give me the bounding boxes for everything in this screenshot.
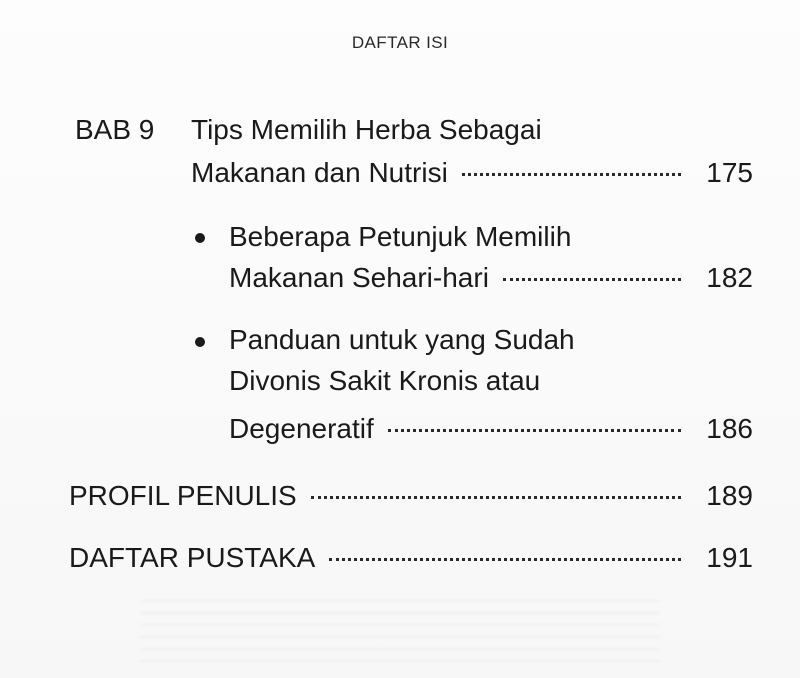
- subsection-2-line-3: Degeneratif: [229, 413, 374, 444]
- subsection-2-line-2: Divonis Sakit Kronis atau: [229, 365, 541, 396]
- bullet-icon: [195, 233, 205, 243]
- entry-page-number: 191: [706, 542, 753, 573]
- chapter-toc-row: [191, 156, 753, 190]
- entry-title: DAFTAR PUSTAKA: [69, 542, 316, 573]
- subsection-1-line-2: Makanan Sehari-hari: [229, 262, 489, 293]
- leader-dots: [462, 173, 681, 176]
- subsection-2-page-number: 186: [706, 413, 753, 444]
- entry-title: PROFIL PENULIS: [69, 480, 297, 511]
- subsection-1-page-number: 182: [706, 262, 753, 293]
- toc-entry-profil-penulis: [69, 479, 753, 513]
- toc-entry-daftar-pustaka: [69, 541, 753, 575]
- subsection-1-toc-row: [229, 261, 753, 295]
- chapter-label: BAB 9: [75, 114, 155, 145]
- leader-dots: [388, 429, 681, 432]
- leader-dots: [329, 558, 681, 561]
- chapter-title-line-1: Tips Memilih Herba Sebagai: [191, 114, 542, 145]
- chapter-title-line-2: Makanan dan Nutrisi: [191, 157, 448, 188]
- bleed-through-text: [140, 600, 660, 666]
- page-header: DAFTAR ISI: [351, 33, 449, 52]
- chapter-page-number: 175: [706, 157, 753, 188]
- entry-page-number: 189: [706, 480, 753, 511]
- subsection-1-line-1: Beberapa Petunjuk Memilih: [229, 221, 572, 252]
- leader-dots: [311, 496, 681, 499]
- subsection-2-line-1: Panduan untuk yang Sudah: [229, 324, 575, 355]
- leader-dots: [503, 278, 681, 281]
- bullet-icon: [195, 337, 205, 347]
- subsection-2-toc-row: [229, 412, 753, 446]
